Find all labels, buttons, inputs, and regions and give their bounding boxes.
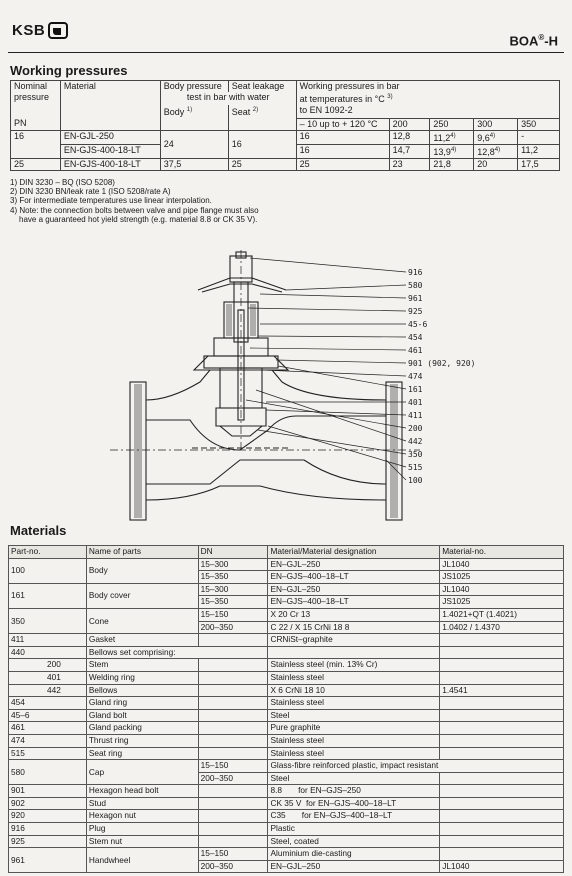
v16a-1: 12,8	[389, 130, 430, 144]
valve-section-drawing	[90, 250, 540, 530]
col-material: Material/Material designation	[268, 546, 440, 559]
table-row	[9, 747, 564, 760]
working-pressures-title: Working pressures	[10, 63, 128, 78]
v16a-4: -	[518, 130, 560, 144]
part-name: Seat ring	[86, 747, 198, 760]
material: EN–GJL–250	[268, 583, 440, 596]
head-test-line: test in bar with water	[160, 92, 296, 105]
part-name: Hexagon head bolt	[86, 785, 198, 798]
material: Aluminium die-casting	[268, 848, 440, 861]
part-no: 200	[9, 659, 87, 672]
dn: 15–150	[198, 848, 268, 861]
head-pressure: pressure	[11, 92, 61, 105]
table-row	[9, 848, 564, 861]
footnote-4-cont: have a guaranteed hot yield strength (e.g. material 8.8 or CK 35 V).	[19, 214, 258, 224]
dn: 15–350	[198, 571, 268, 584]
table-row	[9, 697, 564, 710]
v25-4: 17,5	[518, 158, 560, 170]
v16b-3-val: 12,8	[477, 146, 495, 157]
part-name: Plug	[86, 823, 198, 836]
part-no: 515	[9, 747, 87, 760]
callout-350: 350	[408, 450, 423, 459]
material: EN–GJS–400–18–LT	[268, 596, 440, 609]
v25-3: 20	[474, 158, 518, 170]
v25-2: 21,8	[430, 158, 474, 170]
callout-45-6: 45-6	[408, 320, 428, 329]
head-wp-3: to EN 1092-2	[296, 105, 559, 118]
head-nominal: Nominal	[11, 81, 61, 93]
part-no: 902	[9, 797, 87, 810]
callout-401: 401	[408, 398, 423, 407]
dn: 200–350	[198, 772, 268, 785]
material: EN–GJS–400–18–LT	[268, 571, 440, 584]
part-no: 474	[9, 734, 87, 747]
wp-head-row-1	[11, 81, 560, 93]
table-row	[9, 709, 564, 722]
part-no: 161	[9, 583, 87, 608]
wp-row-16-gjl	[11, 130, 560, 144]
temp-350: 350	[518, 118, 560, 130]
materials-table	[8, 545, 564, 873]
temp-300: 300	[474, 118, 518, 130]
v16a-2	[430, 130, 474, 144]
head-pn: PN	[11, 118, 61, 130]
part-no: 901	[9, 785, 87, 798]
v16a-2-sup: 4)	[450, 132, 456, 139]
callout-442: 442	[408, 437, 423, 446]
v25-1: 23	[389, 158, 430, 170]
callout-100: 100	[408, 476, 423, 485]
v16a-3-val: 9,6	[477, 132, 490, 143]
material: Steel, coated	[268, 835, 440, 848]
drawing-legend	[408, 268, 475, 485]
head-seat-leakage: Seat leakage	[228, 81, 296, 93]
part-name: Stem	[86, 659, 198, 672]
table-row	[9, 659, 564, 672]
material: Stainless steel	[268, 747, 440, 760]
part-no: 920	[9, 810, 87, 823]
material: Stainless steel	[268, 734, 440, 747]
part-no: 100	[9, 558, 87, 583]
v16b-3-sup: 4)	[494, 146, 501, 153]
part-name: Bellows	[86, 684, 198, 697]
part-name: Stem nut	[86, 835, 198, 848]
material: CRNiSt–graphite	[268, 634, 440, 647]
dn: 15–150	[198, 760, 268, 773]
callout-515: 515	[408, 463, 423, 472]
callout-916: 916	[408, 268, 423, 277]
material-no: JL1040	[440, 583, 564, 596]
head-wp-1: Working pressures in bar	[296, 81, 559, 93]
part-name: Thrust ring	[86, 734, 198, 747]
part-name: Welding ring	[86, 671, 198, 684]
callout-925: 925	[408, 307, 423, 316]
part-no: 961	[9, 848, 87, 873]
part-no: 411	[9, 634, 87, 647]
mat-16-gjl: EN-GJL-250	[60, 130, 160, 144]
callout-961: 961	[408, 294, 423, 303]
material: CK 35 V for EN–GJS–400–18–LT	[268, 797, 440, 810]
material-no: JL1040	[440, 558, 564, 571]
material: Steel	[268, 772, 440, 785]
material-no: 1.0402 / 1.4370	[440, 621, 564, 634]
footnote-3: 3) For intermediate temperatures use linear interpolation.	[10, 196, 212, 206]
wp-head-row-4	[11, 118, 560, 130]
part-name: Cap	[86, 760, 198, 785]
part-name: Body	[86, 558, 198, 583]
table-row	[9, 583, 564, 596]
table-row	[9, 797, 564, 810]
callout-454: 454	[408, 333, 423, 342]
col-dn: DN	[198, 546, 268, 559]
part-no: 350	[9, 608, 87, 633]
head-wp-2	[296, 92, 559, 105]
material: EN–GJL–250	[268, 558, 440, 571]
v16b-0: 16	[296, 144, 389, 158]
col-part-no: Part-no.	[9, 546, 87, 559]
table-row	[9, 558, 564, 571]
material: X 6 CrNi 18 10	[268, 684, 440, 697]
table-row	[9, 684, 564, 697]
material: 8.8 for EN–GJS–250	[268, 785, 440, 798]
table-row	[9, 810, 564, 823]
part-name: Body cover	[86, 583, 198, 608]
ksb-logo-icon	[48, 22, 68, 39]
col-name: Name of parts	[86, 546, 198, 559]
part-no: 925	[9, 835, 87, 848]
material-no: 1.4021+QT (1.4021)	[440, 608, 564, 621]
v16b-2	[430, 144, 474, 158]
material-no: JL1040	[440, 860, 564, 873]
material: C35 for EN–GJS–400–18–LT	[268, 810, 440, 823]
head-wp-2-sup: 3)	[387, 94, 393, 100]
callout-411: 411	[408, 411, 423, 420]
mat-16-gjs: EN-GJS-400-18-LT	[60, 144, 160, 158]
seat-25: 25	[228, 158, 296, 170]
part-no: 461	[9, 722, 87, 735]
dn: 15–150	[198, 608, 268, 621]
working-pressures-table	[10, 80, 560, 171]
head-material: Material	[60, 81, 160, 93]
head-seat-sup: 2)	[252, 107, 259, 113]
part-name: Cone	[86, 608, 198, 633]
table-row	[9, 634, 564, 647]
material: EN–GJL–250	[268, 860, 440, 873]
product-name	[509, 33, 558, 48]
head-seat-text: Seat	[231, 107, 251, 117]
part-no: 916	[9, 823, 87, 836]
v16b-1: 14,7	[389, 144, 430, 158]
v16a-2-val: 11,2	[433, 132, 451, 143]
head-wp-2-text: at temperatures in °C	[299, 94, 385, 104]
wp-head-row-2	[11, 92, 560, 105]
callout-200: 200	[408, 424, 423, 433]
materials-title: Materials	[10, 523, 67, 538]
part-name: Gland packing	[86, 722, 198, 735]
material: Steel	[268, 709, 440, 722]
v16a-3-sup: 4)	[489, 132, 496, 139]
temp-250: 250	[430, 118, 474, 130]
head-body-pressure: Body pressure	[160, 81, 228, 93]
material: Stainless steel	[268, 671, 440, 684]
part-no: 442	[9, 684, 87, 697]
part-no: 440	[9, 646, 87, 659]
material-no: JS1025	[440, 571, 564, 584]
material: Glass-fibre reinforced plastic, impact resistant	[268, 760, 564, 773]
dn: 15–300	[198, 583, 268, 596]
part-no: 401	[9, 671, 87, 684]
callout-901: 901 (902, 920)	[408, 359, 476, 368]
table-row	[9, 608, 564, 621]
part-name: Hexagon nut	[86, 810, 198, 823]
table-row	[9, 823, 564, 836]
body-16: 24	[160, 130, 228, 158]
v16a-3	[474, 130, 518, 144]
temp-120: – 10 up to + 120 °C	[296, 118, 389, 130]
material-no: JS1025	[440, 596, 564, 609]
v16b-3	[474, 144, 518, 158]
logo-text: KSB	[12, 22, 46, 39]
callout-474: 474	[408, 372, 423, 381]
v16b-4: 11,2	[518, 144, 560, 158]
part-name: Bellows set comprising:	[86, 646, 268, 659]
dn: 15–300	[198, 558, 268, 571]
v25-0: 25	[296, 158, 389, 170]
table-row	[9, 785, 564, 798]
callout-161: 161	[408, 385, 423, 394]
dn: 200–350	[198, 860, 268, 873]
dn: 15–350	[198, 596, 268, 609]
body-25: 37,5	[160, 158, 228, 170]
mat-25: EN-GJS-400-18-LT	[60, 158, 160, 170]
v16b-2-val: 13,9	[433, 146, 451, 157]
part-name: Gasket	[86, 634, 198, 647]
material: Stainless steel (min. 13% Cr)	[268, 659, 440, 672]
seat-16: 16	[228, 130, 296, 158]
callout-580: 580	[408, 281, 423, 290]
ksb-logo	[12, 22, 68, 39]
head-body	[160, 105, 228, 118]
table-row	[9, 646, 564, 659]
part-name: Gland ring	[86, 697, 198, 710]
v16b-2-sup: 4)	[450, 146, 457, 153]
col-material-no: Material-no.	[440, 546, 564, 559]
table-row	[9, 760, 564, 773]
callout-461: 461	[408, 346, 423, 355]
dn: 200–350	[198, 621, 268, 634]
material: Stainless steel	[268, 697, 440, 710]
v16a-0: 16	[296, 130, 389, 144]
head-body-text: Body	[163, 107, 185, 117]
wp-head-row-3	[11, 105, 560, 118]
part-no: 45–6	[9, 709, 87, 722]
footnote-4: 4) Note: the connection bolts between valve and pipe flange must also	[10, 205, 259, 215]
part-name: Handwheel	[86, 848, 198, 873]
header-rule	[8, 52, 564, 53]
material: C 22 / X 15 CrNi 18 8	[268, 621, 440, 634]
table-row	[9, 734, 564, 747]
table-row	[9, 671, 564, 684]
part-no: 580	[9, 760, 87, 785]
footnote-2: 2) DIN 3230 BN/leak rate 1 (ISO 5208/rate A)	[10, 187, 171, 197]
material: Pure graphite	[268, 722, 440, 735]
head-seat	[228, 105, 296, 118]
product-base: BOA	[509, 33, 539, 49]
footnote-1: 1) DIN 3230 – BQ (ISO 5208)	[10, 178, 115, 187]
wp-row-25	[11, 158, 560, 170]
product-suffix: -H	[544, 33, 558, 49]
pn-16: 16	[11, 130, 61, 158]
pn-25: 25	[11, 158, 61, 170]
material-no: 1.4541	[440, 684, 564, 697]
material: X 20 Cr 13	[268, 608, 440, 621]
materials-header-row	[9, 546, 564, 559]
temp-200: 200	[389, 118, 430, 130]
part-no: 454	[9, 697, 87, 710]
material: Plastic	[268, 823, 440, 836]
table-row	[9, 722, 564, 735]
footnotes	[10, 178, 259, 224]
table-row	[9, 835, 564, 848]
part-name: Gland bolt	[86, 709, 198, 722]
part-name: Stud	[86, 797, 198, 810]
head-body-sup: 1)	[186, 107, 193, 113]
registered-mark: ®	[538, 33, 545, 42]
